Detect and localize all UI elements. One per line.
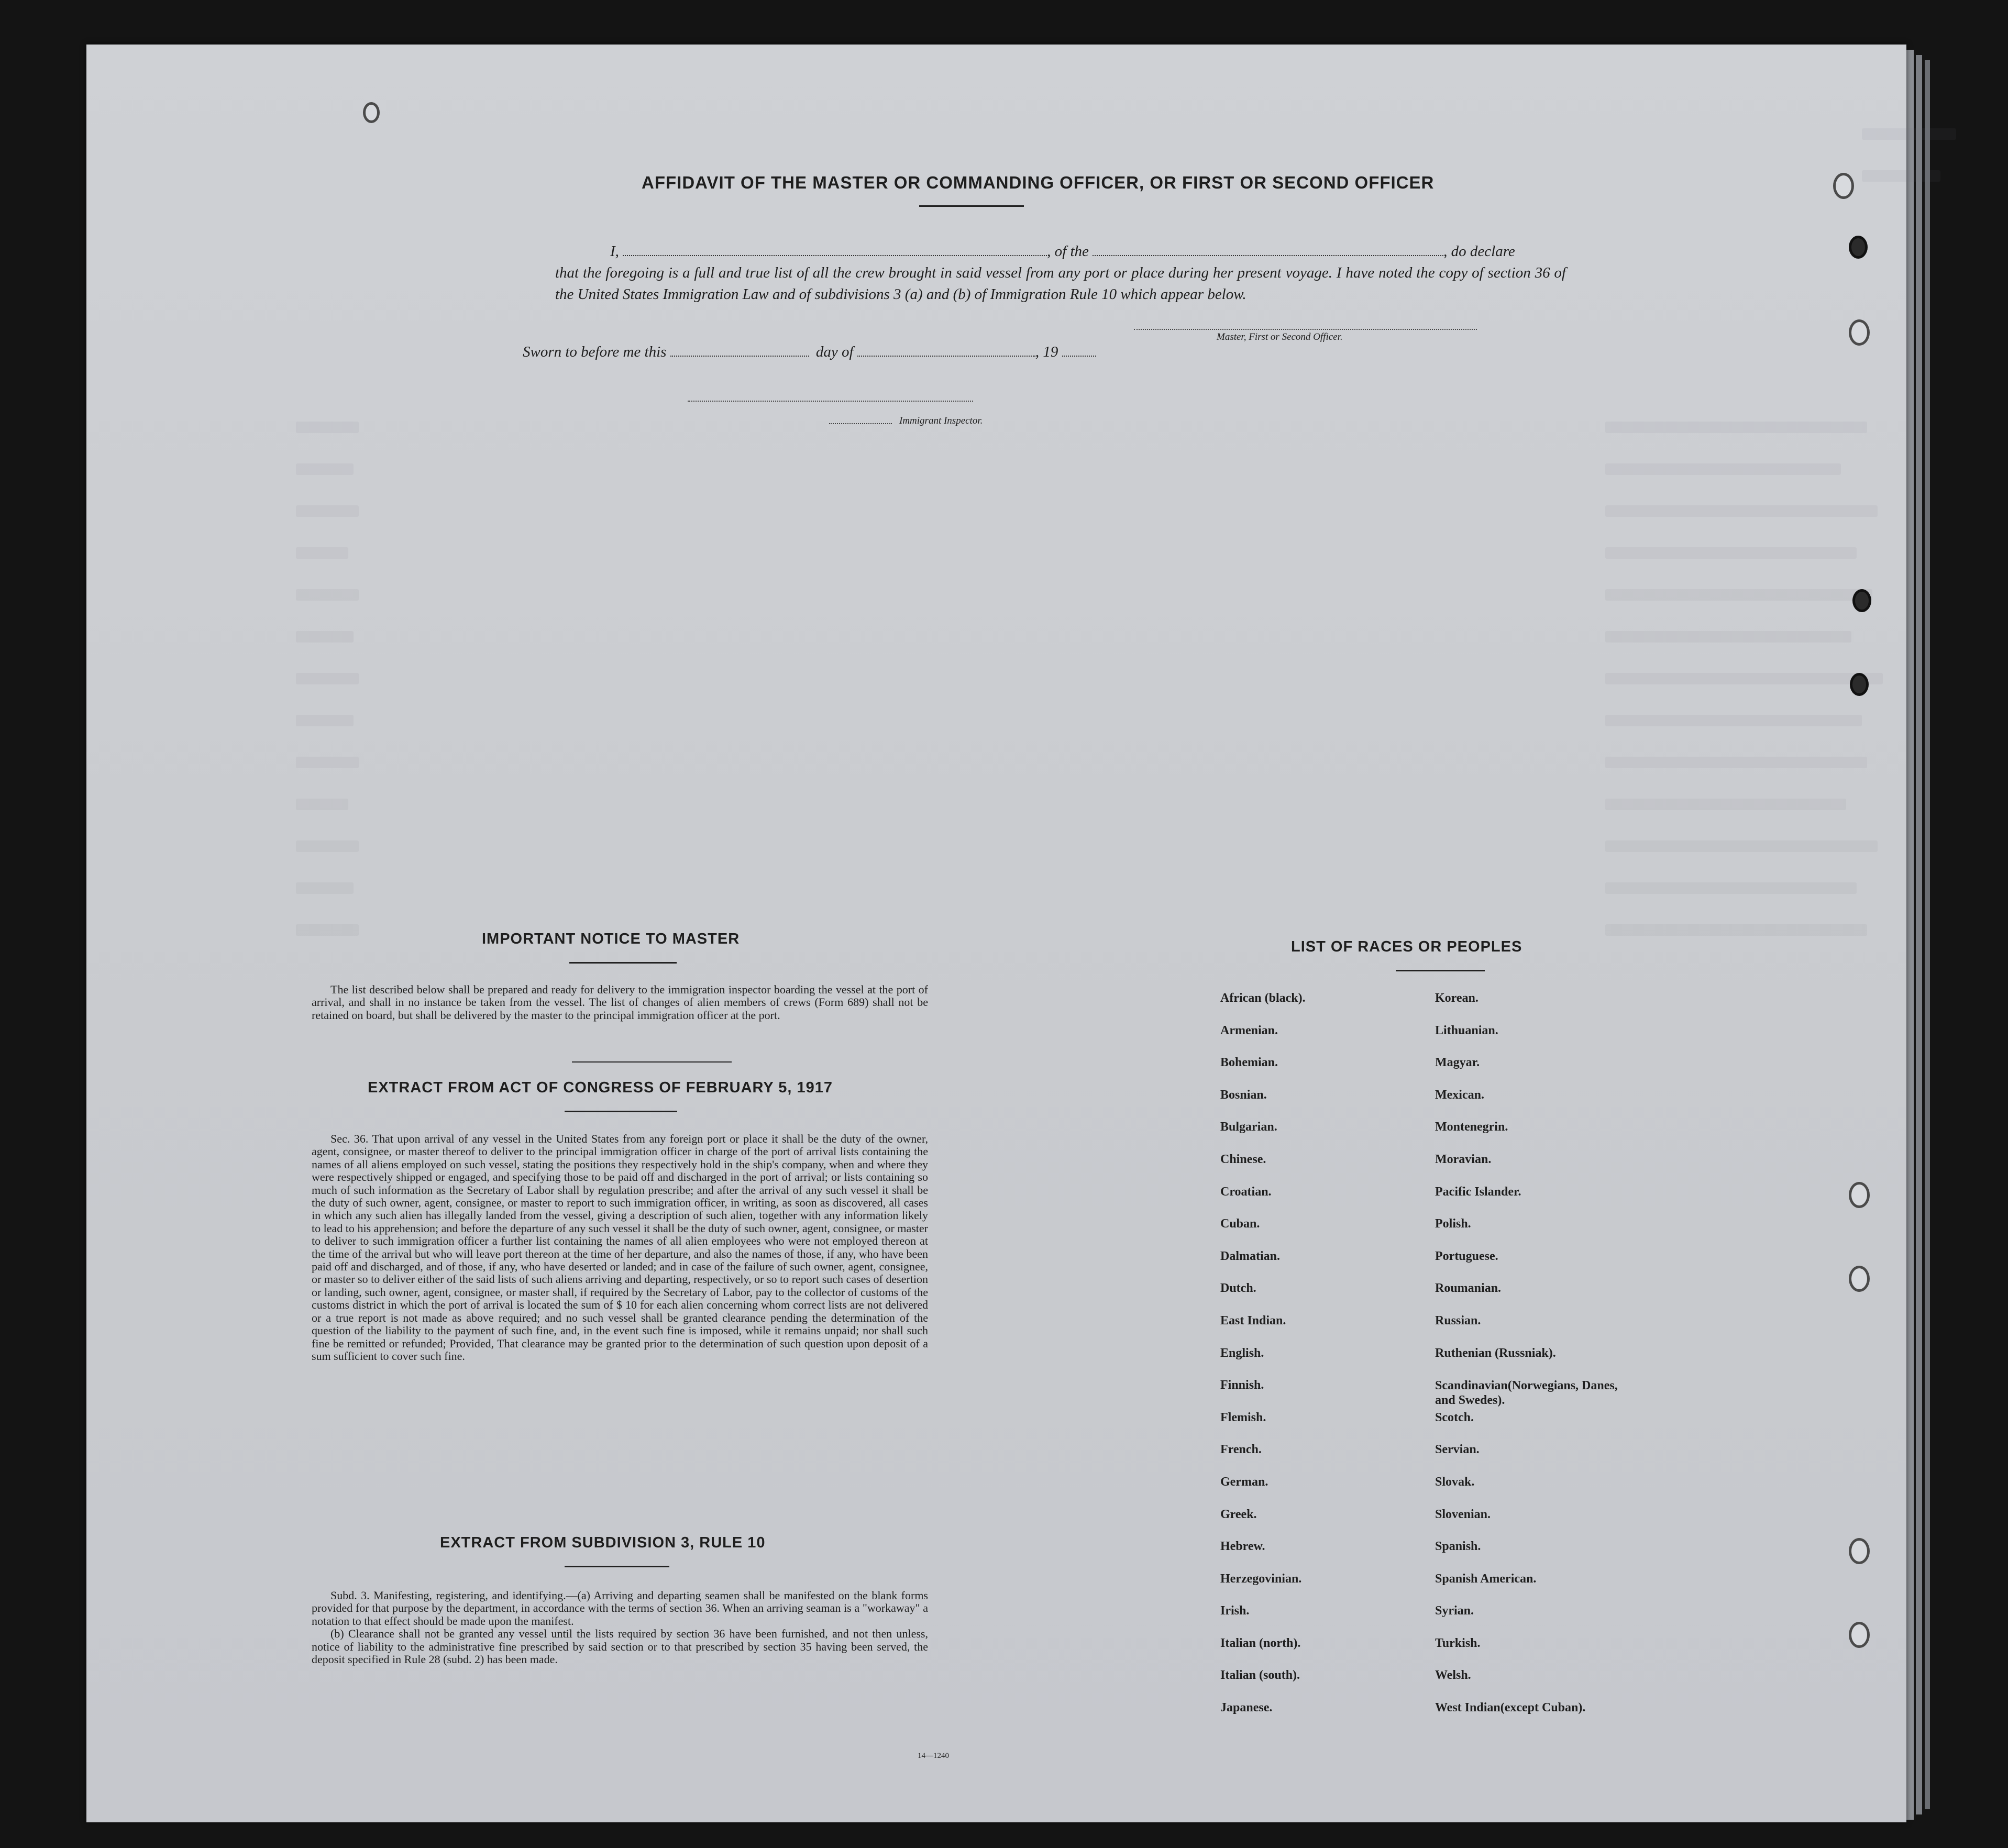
name-field[interactable] <box>623 242 1047 256</box>
race-item: Dutch. <box>1220 1281 1256 1296</box>
declaration-do-declare: , do declare <box>1443 243 1515 260</box>
race-item: Italian (south). <box>1220 1668 1300 1683</box>
notice-underline <box>569 962 677 964</box>
race-item: Irish. <box>1220 1604 1250 1618</box>
master-signature-label: Master, First or Second Officer. <box>1217 331 1343 342</box>
race-item: Greek. <box>1220 1507 1257 1521</box>
race-item: Finnish. <box>1220 1378 1264 1392</box>
day-field[interactable] <box>670 343 809 357</box>
race-item: Hebrew. <box>1220 1540 1265 1554</box>
declaration-body: that the foregoing is a full and true list of all the crew brought in said vessel from any port or place during her present voyage. I have noted the copy of section 36 of the United States Immigration Law and of subdivisions 3 (a) and (b) of Immigration Rule 10 which appear below. <box>555 264 1566 303</box>
notice-paragraph: The list described below shall be prepared and ready for delivery to the immigration inspector boarding the vessel at the port of arrival, and shall in no instance be taken from the vessel. The list of changes of alien members of crews (Form 689) shall not be retained on board, but shall be delivered by the master to the principal immigration officer at the port. <box>312 983 928 1022</box>
month-field[interactable] <box>857 343 1035 357</box>
race-item: Pacific Islander. <box>1435 1185 1521 1199</box>
race-item: Lithuanian. <box>1435 1023 1498 1037</box>
punch-hole <box>1849 1538 1870 1564</box>
races-left-column <box>1220 991 1306 1733</box>
inspector-label: Immigrant Inspector. <box>899 415 983 426</box>
races-right-column <box>1435 991 1634 1733</box>
rule-title: EXTRACT FROM SUBDIVISION 3, RULE 10 <box>440 1534 766 1551</box>
race-item: Slovenian. <box>1435 1507 1491 1521</box>
races-title: LIST OF RACES OR PEOPLES <box>1291 938 1522 955</box>
vessel-field[interactable] <box>1093 242 1443 256</box>
affidavit-title: AFFIDAVIT OF THE MASTER OR COMMANDING OFFICER, OR FIRST OR SECOND OFFICER <box>642 173 1435 192</box>
race-item: Ruthenian (Russniak). <box>1435 1346 1556 1360</box>
rule-paragraph-a: Subd. 3. Manifesting, registering, and identifying.—(a) Arriving and departing seamen shall be manifested on the blank forms provided for that purpose by the department, in accordance with the terms of section 36. When an arriving seaman is a "workaway" a notation to that effect should be made upon the manifest. <box>312 1589 928 1628</box>
notice-text <box>312 983 928 1022</box>
race-item: Flemish. <box>1220 1410 1266 1424</box>
race-item: Bosnian. <box>1220 1088 1267 1102</box>
sworn-line <box>523 343 1096 361</box>
race-item: Russian. <box>1435 1313 1481 1327</box>
race-item: Syrian. <box>1435 1604 1474 1618</box>
race-item: Bulgarian. <box>1220 1120 1277 1134</box>
race-item: Japanese. <box>1220 1701 1273 1715</box>
race-item: Chinese. <box>1220 1152 1266 1166</box>
race-item: Bohemian. <box>1220 1056 1278 1070</box>
race-item: Slovak. <box>1435 1475 1475 1489</box>
race-item: Polish. <box>1435 1217 1471 1231</box>
punch-hole <box>1833 173 1854 199</box>
punch-hole <box>1849 1182 1870 1208</box>
race-item: West Indian(except Cuban). <box>1435 1701 1586 1715</box>
race-item: Turkish. <box>1435 1636 1481 1650</box>
page-edge <box>1906 50 1914 1820</box>
master-signature-field[interactable] <box>1134 329 1477 330</box>
act-paragraph: Sec. 36. That upon arrival of any vessel in the United States from any foreign port or place it shall be the duty of the owner, agent, consignee, or master thereof to deliver to the principal immigration officer in charge of the port of arrival lists containing the names of all aliens employed on such vessel, stating the positions they respectively hold in the ship's company, when and where they were respectively shipped or engaged, and specifying those to be paid off and discharged in the port of arrival; or lists containing so much of such information as the Secretary of Labor shall by regulation prescribe; and after the arrival of any such vessel it shall be the duty of such owner, agent, consignee, or master to report to such immigration officer, in writing, as soon as discovered, all cases in which any such alien has illegally landed from the vessel, giving a description of such alien, together with any information likely to lead to his apprehension; and before the departure of any such vessel it shall be the duty of such owner, agent, consignee, or master to deliver to such immigration officer a further list containing the names of all alien employees who were not employed thereon at the time of the arrival but who will leave port thereon at the time of her departure, and also the names of those, if any, who have been paid off and discharged, and of those, if any, who have deserted or landed; and in case of the failure of such owner, agent, consignee, or master so to deliver either of the said lists of such aliens arriving and departing, respectively, or so to report such cases of desertion or landing, such owner, agent, consignee, or master shall, if required by the Secretary of Labor, pay to the collector of customs of the customs district in which the port of arrival is located the sum of $ 10 for each alien concerning whom correct lists are not delivered or a true report is not made as above required; and no such vessel shall be granted clearance pending the determination of the question of the liability to the payment of such fine, and, in the event such fine is imposed, while it remains unpaid; nor shall such fine be remitted or refunded; Provided, That clearance may be granted prior to the determination of such question upon deposit of a sum sufficient to cover such fine. <box>312 1132 928 1363</box>
rule-underline <box>565 1566 669 1567</box>
race-item: Armenian. <box>1220 1023 1278 1037</box>
page-edge <box>1916 55 1922 1814</box>
race-item: Welsh. <box>1435 1668 1471 1683</box>
year-prefix: , 19 <box>1035 344 1058 360</box>
race-item: Dalmatian. <box>1220 1249 1280 1263</box>
declaration-i: I, <box>610 243 619 260</box>
year-field[interactable] <box>1062 343 1096 357</box>
divider <box>572 1061 732 1063</box>
race-item: Croatian. <box>1220 1185 1272 1199</box>
punch-hole <box>363 102 380 123</box>
title-underline <box>919 205 1024 207</box>
race-item: African (black). <box>1220 991 1306 1005</box>
declaration-text <box>555 241 1566 305</box>
punch-hole <box>1849 1622 1870 1648</box>
race-item: Montenegrin. <box>1435 1120 1508 1134</box>
act-title: EXTRACT FROM ACT OF CONGRESS OF FEBRUARY 5, 1917 <box>368 1079 833 1096</box>
page-edge <box>1925 60 1930 1809</box>
inspector-signature-field[interactable] <box>688 401 973 402</box>
punch-hole <box>1849 319 1870 346</box>
race-item: Spanish. <box>1435 1540 1481 1554</box>
race-item: Spanish American. <box>1435 1572 1537 1586</box>
rule-text <box>312 1589 928 1666</box>
race-item: East Indian. <box>1220 1313 1286 1327</box>
document-page <box>86 45 1906 1822</box>
form-number: 14—1240 <box>918 1752 949 1760</box>
race-item: Italian (north). <box>1220 1636 1301 1650</box>
declaration-of-the: , of the <box>1047 243 1089 260</box>
race-item: French. <box>1220 1443 1262 1457</box>
race-item: German. <box>1220 1475 1268 1489</box>
race-item: Moravian. <box>1435 1152 1492 1166</box>
race-item: English. <box>1220 1346 1264 1360</box>
act-underline <box>565 1111 677 1112</box>
rule-paragraph-b: (b) Clearance shall not be granted any vessel until the lists required by section 36 have been furnished, and not then unless, notice of liability to the administrative fine prescribed by said section or to that prescribed by section 35 having been served, the deposit specified in Rule 28 (subd. 2) has been made. <box>312 1627 928 1666</box>
race-item: Roumanian. <box>1435 1281 1502 1296</box>
races-underline <box>1396 970 1485 971</box>
race-item: Cuban. <box>1220 1217 1260 1231</box>
notice-title: IMPORTANT NOTICE TO MASTER <box>482 931 740 947</box>
race-item: Korean. <box>1435 991 1479 1005</box>
race-item: Scotch. <box>1435 1410 1474 1424</box>
sworn-text: Sworn to before me this <box>523 344 667 360</box>
race-item: Magyar. <box>1435 1056 1480 1070</box>
race-item: Servian. <box>1435 1443 1480 1457</box>
inspector-signature-field-2[interactable] <box>829 423 892 424</box>
punch-hole <box>1849 1266 1870 1292</box>
race-item: Scandinavian(Norwegians, Danes, and Swedes). <box>1435 1379 1618 1408</box>
day-of-text: day of <box>815 344 854 360</box>
act-text <box>312 1133 928 1363</box>
race-item: Portuguese. <box>1435 1249 1498 1263</box>
race-item: Herzegovinian. <box>1220 1572 1302 1586</box>
punch-hole <box>1849 236 1868 259</box>
punch-hole <box>1852 589 1871 612</box>
race-item: Mexican. <box>1435 1088 1484 1102</box>
punch-hole <box>1850 673 1869 696</box>
